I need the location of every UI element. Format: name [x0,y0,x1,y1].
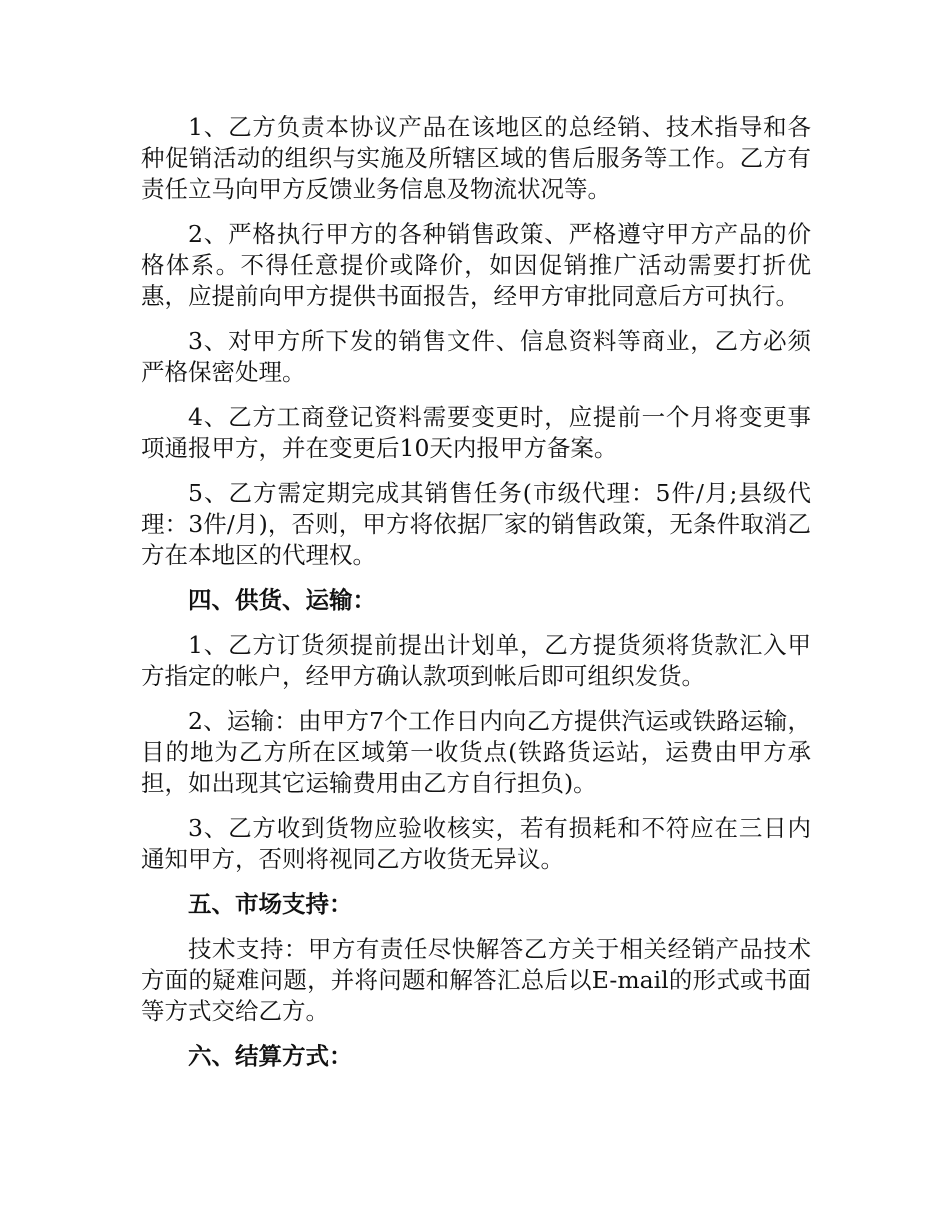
paragraph-obligation-5: 5、乙方需定期完成其销售任务(市级代理：5件/月;县级代理：3件/月)，否则，甲方将依据厂家的销售政策，无条件取消乙方在本地区的代理权。 [141,479,811,569]
paragraph-obligation-4: 4、乙方工商登记资料需要变更时，应提前一个月将变更事项通报甲方，并在变更后10天内报甲方备案。 [141,403,811,462]
document-body [141,112,811,1086]
paragraph-supply-3: 3、乙方收到货物应验收核实，若有损耗和不符应在三日内通知甲方，否则将视同乙方收货无异议。 [141,814,811,873]
paragraph-obligation-3: 3、对甲方所下发的销售文件、信息资料等商业，乙方必须严格保密处理。 [141,327,811,386]
paragraph-supply-1: 1、乙方订货须提前提出计划单，乙方提货须将货款汇入甲方指定的帐户，经甲方确认款项到帐后即可组织发货。 [141,631,811,690]
paragraph-obligation-2: 2、严格执行甲方的各种销售政策、严格遵守甲方产品的价格体系。不得任意提价或降价，如因促销推广活动需要打折优惠，应提前向甲方提供书面报告，经甲方审批同意后方可执行。 [141,220,811,310]
paragraph-tech-support: 技术支持：甲方有责任尽快解答乙方关于相关经销产品技术方面的疑难问题，并将问题和解答汇总后以E-mail的形式或书面等方式交给乙方。 [141,935,811,1025]
paragraph-supply-2: 2、运输：由甲方7个工作日内向乙方提供汽运或铁路运输，目的地为乙方所在区域第一收货点(铁路货运站，运费由甲方承担，如出现其它运输费用由乙方自行担负)。 [141,707,811,797]
section-heading-settlement: 六、结算方式： [188,1042,353,1070]
paragraph-obligation-1: 1、乙方负责本协议产品在该地区的总经销、技术指导和各种促销活动的组织与实施及所辖区域的售后服务等工作。乙方有责任立马向甲方反馈业务信息及物流状况等。 [141,113,811,203]
section-heading-supply: 四、供货、运输： [188,586,376,614]
section-heading-market-support: 五、市场支持： [188,890,353,918]
